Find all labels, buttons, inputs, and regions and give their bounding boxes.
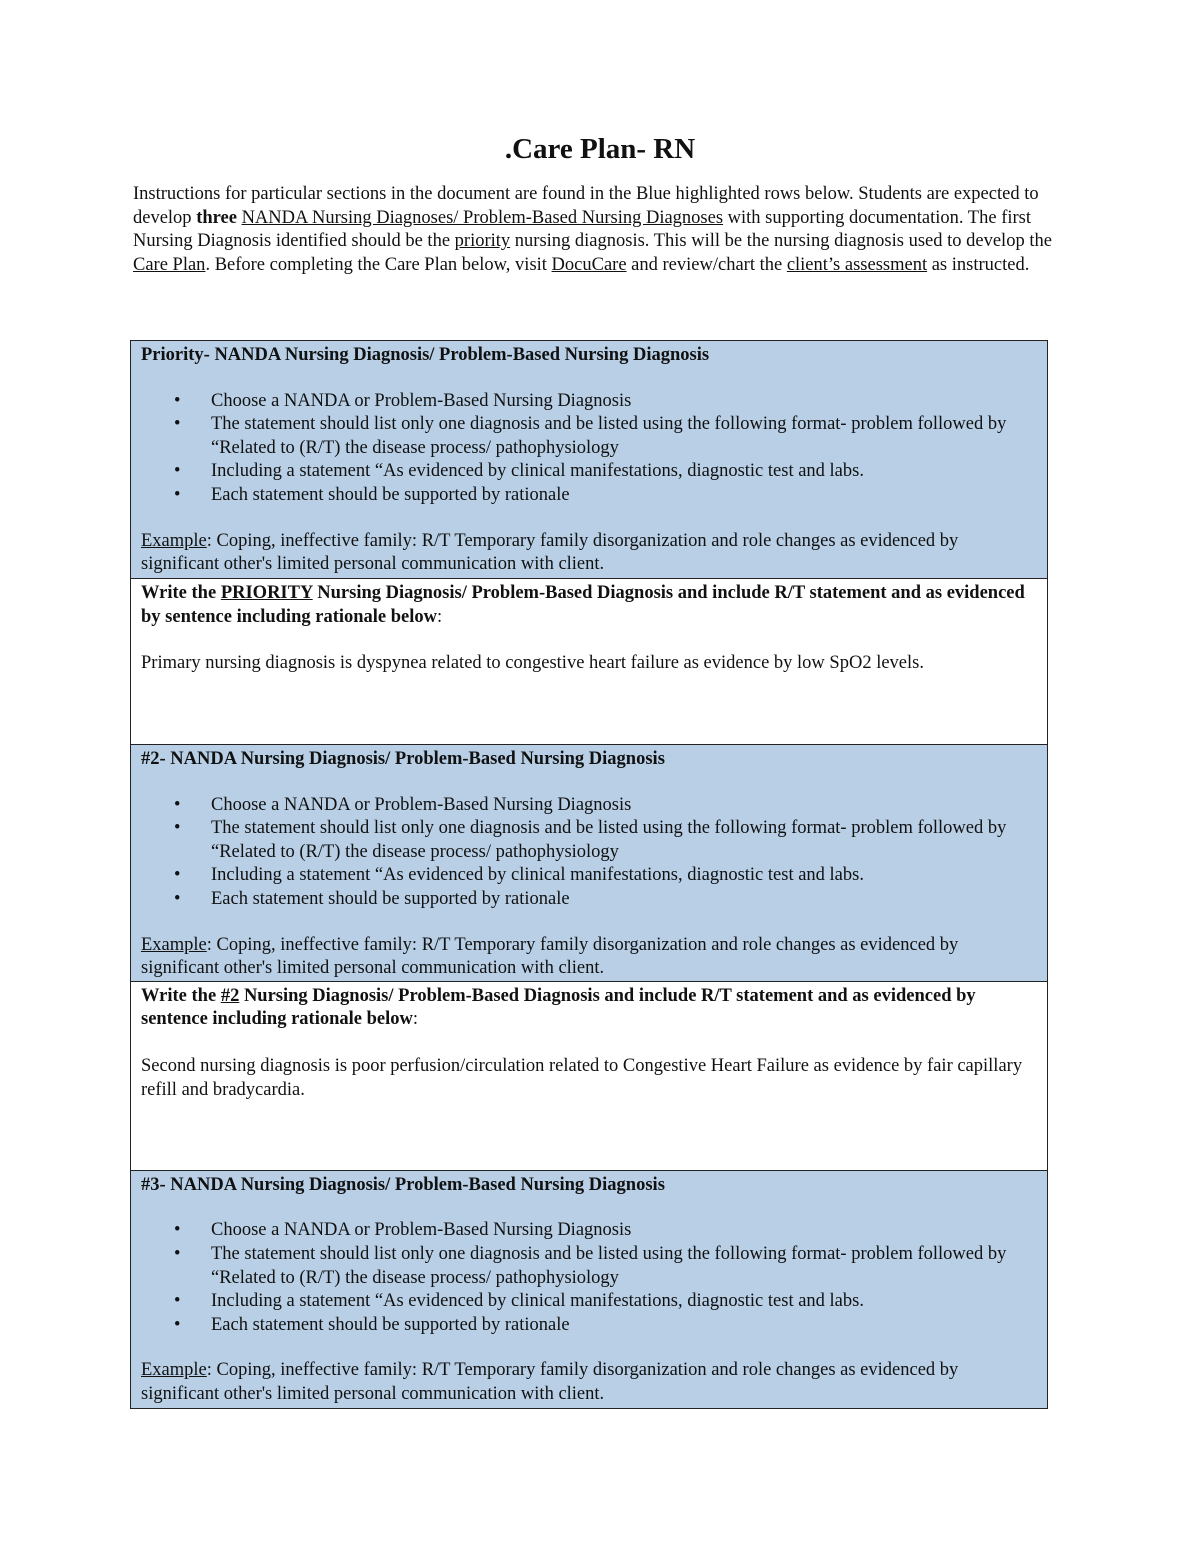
priority-answer-cell[interactable] [131, 579, 1048, 745]
priority-answer-text: Primary nursing diagnosis is dyspynea related to congestive heart failure as evidence by low SpO2 levels. [141, 653, 924, 674]
second-answer-row [131, 981, 1048, 1170]
instruction-list [141, 794, 1037, 912]
emphasis-three: three [196, 207, 237, 228]
list-item: • Each statement should be supported by rationale [174, 888, 570, 909]
section-header: #2- NANDA Nursing Diagnosis/ Problem-Based Nursing Diagnosis [141, 749, 665, 769]
third-instructions-row [131, 1170, 1048, 1408]
list-item: • Choose a NANDA or Problem-Based Nursing Diagnosis [174, 390, 632, 411]
care-plan-table [130, 340, 1048, 1409]
priority-instructions-row [131, 341, 1048, 579]
list-item: • Each statement should be supported by rationale [174, 1314, 570, 1335]
second-answer-text: Second nursing diagnosis is poor perfusion/circulation related to Congestive Heart Failure as evidence by fair capillary refill and bradycardia. [141, 1055, 1023, 1100]
example-text: Example: Coping, ineffective family: R/T Temporary family disorganization and role changes as evidenced by significant other's limited personal communication with client. [141, 1360, 959, 1404]
list-item: • The statement should list only one diagnosis and be listed using the following format- problem followed by “Related to (R/T) the disease process/ pathophysiology [174, 818, 1007, 862]
instruction-list [141, 390, 1037, 508]
list-item: • Including a statement “As evidenced by clinical manifestations, diagnostic test and labs. [174, 1291, 864, 1312]
list-item: • The statement should list only one diagnosis and be listed using the following format- problem followed by “Related to (R/T) the disease process/ pathophysiology [174, 414, 1007, 458]
nanda-link: NANDA Nursing Diagnoses/ Problem-Based Nursing Diagnoses [241, 207, 724, 228]
example-text: Example: Coping, ineffective family: R/T Temporary family disorganization and role changes as evidenced by significant other's limited personal communication with client. [141, 934, 959, 979]
third-instructions-cell [131, 1170, 1048, 1408]
list-item: • Choose a NANDA or Problem-Based Nursing Diagnosis [174, 794, 632, 815]
section-header: #3- NANDA Nursing Diagnosis/ Problem-Based Nursing Diagnosis [141, 1174, 665, 1195]
list-item: • Including a statement “As evidenced by clinical manifestations, diagnostic test and labs. [174, 461, 864, 482]
second-instructions-cell [131, 745, 1048, 982]
docucare-link: DocuCare [551, 254, 627, 275]
second-instructions-row [131, 745, 1048, 982]
list-item: • The statement should list only one diagnosis and be listed using the following format- problem followed by “Related to (R/T) the disease process/ pathophysiology [174, 1243, 1007, 1288]
list-item: • Each statement should be supported by rationale [174, 484, 570, 505]
priority-instructions-cell [131, 341, 1048, 579]
priority-answer-row [131, 579, 1048, 745]
instructions-paragraph: Instructions for particular sections in the document are found in the Blue highlighted rows below. Students are expected to develop three NANDA Nursing Diagnoses/ Problem-Based Nursing Diagnoses with supporting documentation. The first Nursing Diagnosis identified should be the priority nursing diagnosis. This will be the nursing diagnosis used to develop the Care Plan. Before completing the Care Plan below, visit DocuCare and review/chart the client’s assessment as instructed. [133, 184, 1052, 275]
write-prompt: Write the #2 Nursing Diagnosis/ Problem-Based Diagnosis and include R/T statement and as evidenced by sentence including rationale below: [141, 985, 976, 1030]
list-item: • Including a statement “As evidenced by clinical manifestations, diagnostic test and labs. [174, 865, 864, 886]
list-item: • Choose a NANDA or Problem-Based Nursing Diagnosis [174, 1220, 632, 1241]
example-text: Example: Coping, ineffective family: R/T Temporary family disorganization and role changes as evidenced by significant other's limited personal communication with client. [141, 530, 959, 575]
second-answer-cell[interactable] [131, 981, 1048, 1170]
section-header: Priority- NANDA Nursing Diagnosis/ Problem-Based Nursing Diagnosis [141, 345, 710, 365]
instruction-list [141, 1219, 1037, 1337]
page-title: .Care Plan- RN [504, 133, 696, 165]
write-prompt: Write the PRIORITY Nursing Diagnosis/ Problem-Based Diagnosis and include R/T statement and as evidenced by sentence including rationale below: [141, 583, 1025, 627]
